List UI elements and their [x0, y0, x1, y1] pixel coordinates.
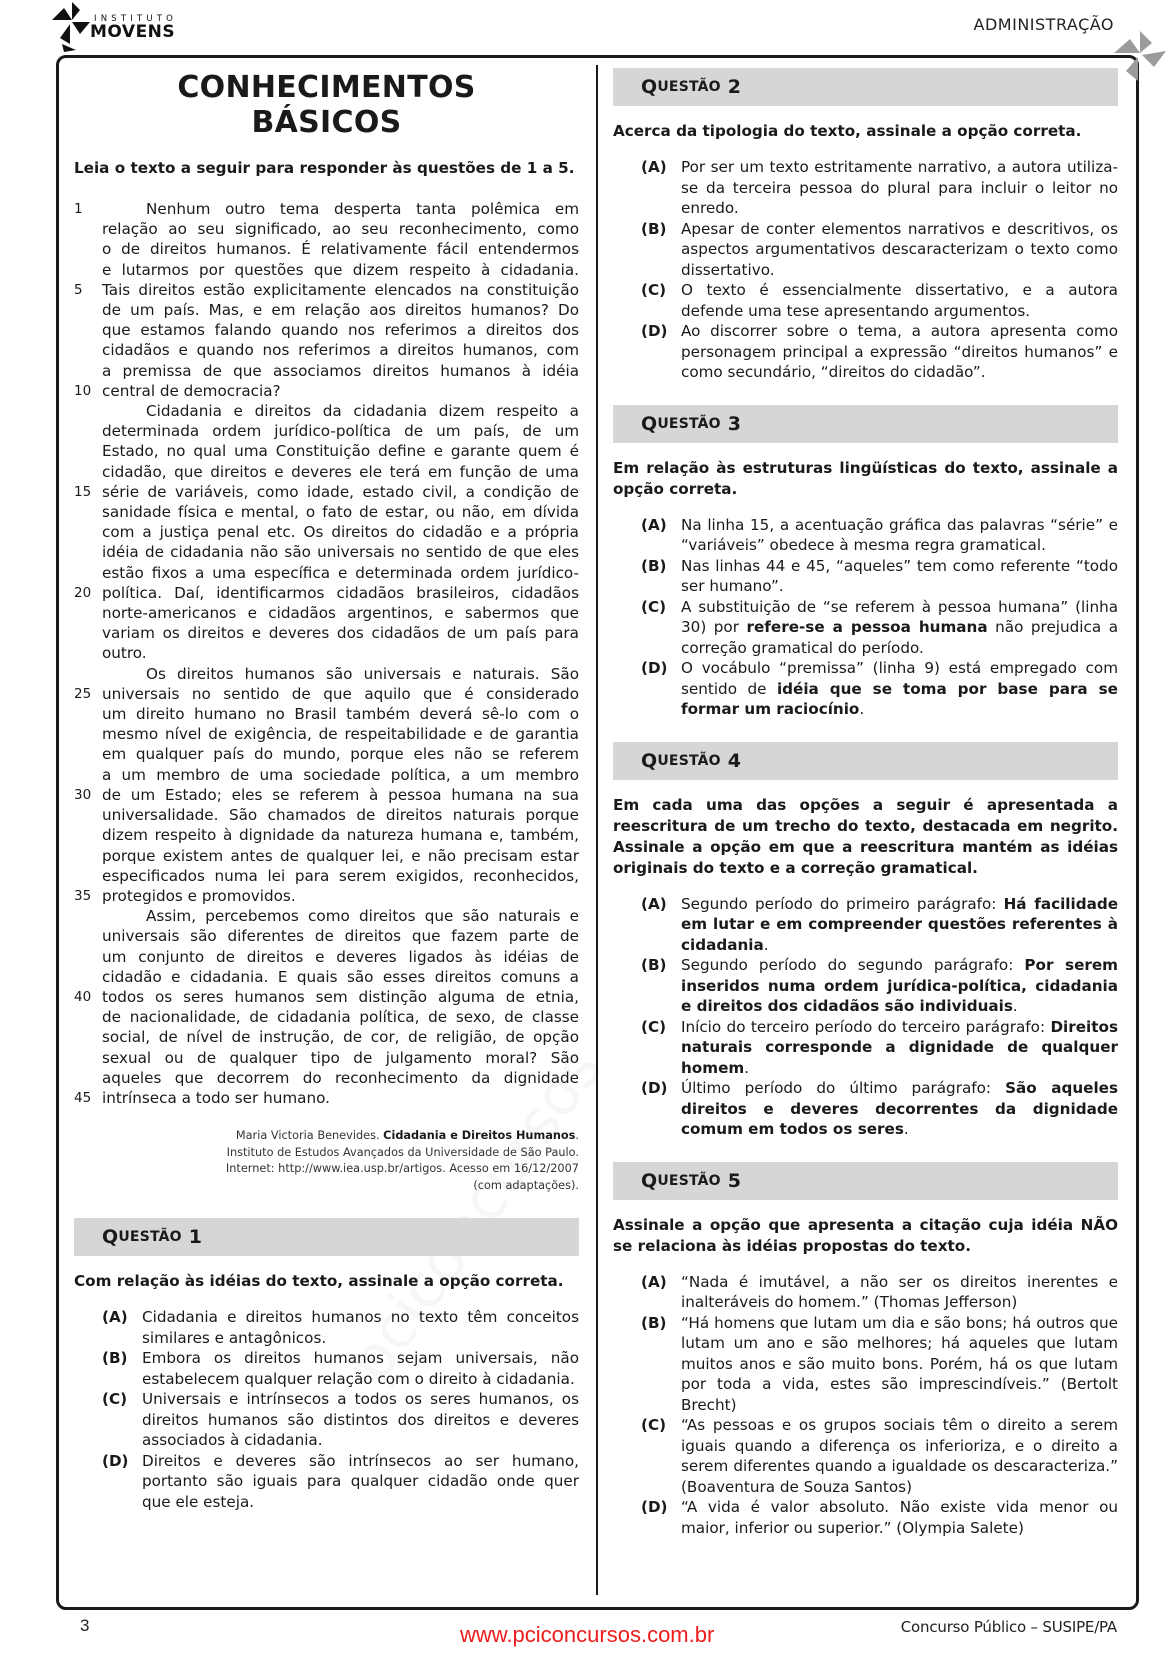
line-text: sanidade física e mental, o fato de estar, ou não, em dívida — [102, 503, 579, 522]
option-text: Segundo período do primeiro parágrafo: — [681, 894, 1004, 913]
line-text: variam os direitos e deveres dos cidadãos de um país para — [102, 624, 579, 643]
option-letter: (D) — [102, 1451, 129, 1470]
line-text: Estado, no qual uma Constituição define e garante quem é — [102, 442, 579, 461]
passage-line — [74, 300, 579, 320]
option-c[interactable] — [641, 597, 1118, 659]
passage-line — [74, 340, 579, 360]
line-text: em qualquer país do mundo, porque eles não se referem — [102, 745, 579, 764]
option-text-bold: Direitos naturais corresponde a dignidade de qualquer homem — [681, 1017, 1118, 1077]
line-text: de um Estado; eles se referem à pessoa humana na sua — [102, 785, 579, 804]
passage-line — [74, 866, 579, 886]
logo-text-top: INSTITUTO — [94, 14, 178, 24]
passage-line — [74, 421, 579, 441]
line-text: cidadãos e quando nos referimos a direitos humanos, com — [102, 341, 579, 360]
title-line-2: BÁSICOS — [251, 105, 402, 140]
passage-line — [74, 361, 579, 381]
line-text: universais são diferentes de direitos que fazem parte de — [102, 927, 579, 946]
passage-line — [74, 967, 579, 987]
passage-line — [74, 502, 579, 522]
passage-line — [74, 825, 579, 845]
option-text-bold: Por serem inseridos numa ordem jurídica-política, cidadania e direitos dos cidadãos são individuais — [681, 956, 1118, 1015]
option-d[interactable] — [641, 658, 1118, 720]
question-label-initial: Q — [641, 1169, 658, 1192]
passage-line — [74, 401, 579, 421]
option-text: Direitos e deveres são intrínsecos ao ser humano, portanto são iguais para qualquer cidadão onde quer que ele esteja. — [142, 1451, 579, 1511]
question-label-initial: Q — [641, 749, 658, 772]
option-b[interactable] — [641, 1313, 1118, 1416]
option-text: Último período do último parágrafo: — [681, 1079, 1006, 1097]
line-text: série de variáveis, como idade, estado civil, a condição de — [102, 482, 579, 501]
option-letter: (B) — [641, 556, 667, 575]
source-author: Maria Victoria Benevides. — [235, 1129, 384, 1143]
option-b[interactable] — [641, 219, 1118, 281]
option-letter: (C) — [641, 597, 667, 616]
question-label-rest: UESTÃO — [657, 79, 721, 95]
option-letter: (A) — [641, 158, 667, 176]
option-text: Ao discorrer sobre o tema, a autora apresenta como personagem principal a expressão “direitos humanos” e como secundário, “direitos do cidadão”. — [681, 322, 1118, 381]
line-text: Tais direitos estão explicitamente elencados na constituição — [102, 280, 579, 299]
line-text: um direito humano no Brasil também deverá sê-lo com o — [102, 705, 579, 724]
question-2-header — [613, 68, 1118, 106]
question-4-options — [613, 894, 1118, 1140]
question-2-options — [613, 157, 1118, 383]
option-letter: (D) — [641, 1079, 668, 1097]
passage-line — [74, 1048, 579, 1068]
question-5-stem: Assinale a opção que apresenta a citação cuja idéia NÃO se relaciona às idéias propostas do texto. — [613, 1215, 1118, 1255]
line-text: intrínseca a todo ser humano. — [102, 1088, 330, 1107]
option-letter: (B) — [102, 1349, 128, 1368]
option-text: Segundo período do segundo parágrafo: — [681, 956, 1025, 974]
line-text: de nacionalidade, de cidadania política, de sexo, de classe — [102, 1008, 579, 1027]
line-text: mesmo nível de exigência, de respeitabilidade e de garantia — [102, 725, 579, 744]
line-text: Cidadania e direitos da cidadania dizem respeito a — [146, 402, 579, 421]
option-letter: (A) — [641, 894, 667, 913]
option-d[interactable] — [641, 1497, 1118, 1538]
question-2-stem: Acerca da tipologia do texto, assinale a opção correta. — [613, 122, 1082, 140]
question-3-options — [613, 515, 1118, 720]
passage-line — [74, 987, 579, 1007]
passage-line — [74, 260, 579, 280]
question-label-initial: Q — [641, 412, 658, 435]
passage-line — [74, 906, 579, 926]
option-a[interactable] — [641, 894, 1118, 956]
line-text: Os direitos humanos são universais e naturais. São — [146, 664, 579, 683]
line-text: norte-americanos e cidadãos argentinos, e sabermos que — [102, 604, 579, 623]
line-text: relação ao seu significado, ao seu reconhecimento, como — [102, 220, 579, 239]
question-number: 3 — [727, 412, 742, 435]
question-label-rest: UESTÃO — [657, 1172, 721, 1189]
option-text-bold: São aqueles direitos e deveres decorrentes da dignidade comum em todos os seres — [681, 1079, 1118, 1138]
option-b[interactable] — [102, 1348, 579, 1389]
passage-line — [74, 643, 579, 663]
option-text: Início do terceiro período do terceiro parágrafo: — [681, 1017, 1051, 1036]
option-text: não prejudica a correção gramatical do período. — [681, 618, 1118, 657]
option-text: Embora os direitos humanos sejam universais, não estabelecem qualquer relação com o direito à cidadania. — [142, 1349, 579, 1388]
option-text: “Há homens que lutam um dia e são bons; há outros que lutam um ano e são melhores; há aqueles que lutam muitos anos e são muito bons. Porém, há os que lutam por toda a vida, estes são imprescindíveis.” (Bertolt Brecht) — [681, 1313, 1118, 1414]
passage-line — [74, 664, 579, 684]
option-d[interactable] — [641, 1078, 1118, 1140]
passage-line — [74, 603, 579, 623]
option-a[interactable] — [102, 1307, 579, 1348]
option-text: . — [859, 700, 865, 718]
line-text: política. Daí, identificarmos cidadãos brasileiros, cidadãos — [102, 583, 579, 602]
option-letter: (A) — [641, 515, 667, 534]
passage-line — [74, 522, 579, 542]
option-letter: (C) — [641, 1416, 667, 1434]
line-text: social, de nível de instrução, de cor, de religião, de opção — [102, 1028, 579, 1047]
line-number: 5 — [74, 281, 83, 298]
question-label-rest: UESTÃO — [657, 752, 721, 769]
line-text: Assim, percebemos como direitos que são naturais e — [146, 907, 579, 926]
question-label-initial: Q — [102, 1226, 119, 1249]
option-letter: (C) — [641, 1017, 667, 1036]
line-number: 10 — [74, 382, 92, 399]
question-label-rest: UESTÃO — [657, 415, 721, 432]
passage-line — [74, 623, 579, 643]
line-text: cidadão, que direitos e deveres ele terá em função de uma — [102, 462, 579, 481]
question-4 — [613, 742, 1118, 1140]
passage-line — [74, 320, 579, 340]
pinwheel-logo-icon — [50, 0, 94, 56]
line-text: todos os seres humanos sem distinção alguma de etnia, — [102, 987, 579, 1006]
question-3-stem: Em relação às estruturas lingüísticas do texto, assinale a opção correta. — [613, 458, 1118, 498]
passage-line — [74, 239, 579, 259]
line-text: aqueles que decorrem do reconhecimento da dignidade — [102, 1068, 579, 1087]
passage-line — [74, 846, 579, 866]
line-text: estão fixos a uma específica e determinada ordem jurídico- — [102, 563, 579, 582]
option-letter: (D) — [641, 1498, 668, 1516]
subject-area-label: ADMINISTRAÇÃO — [973, 15, 1114, 34]
question-number: 4 — [727, 749, 742, 772]
option-c[interactable] — [641, 1415, 1118, 1497]
passage-line — [74, 1068, 579, 1088]
line-text: Nenhum outro tema desperta tanta polêmica em — [146, 200, 579, 218]
option-text: Por ser um texto estritamente narrativo, a autora utiliza-se da terceira pessoa do plural para incluir o leitor no enredo. — [681, 158, 1118, 217]
reading-instruction: Leia o texto a seguir para responder às questões de 1 a 5. — [74, 159, 575, 177]
option-text-end: . — [1012, 997, 1018, 1015]
reading-passage — [74, 199, 579, 1108]
option-text-end: . — [903, 1120, 909, 1138]
passage-line — [74, 744, 579, 764]
question-label-initial: Q — [641, 76, 658, 98]
line-number: 25 — [74, 685, 92, 702]
question-4-stem: Em cada uma das opções a seguir é apresentada a reescritura de um trecho do texto, destacada em negrito. Assinale a opção em que a reescritura mantém as idéias originais do texto e a correção gramatical. — [613, 795, 1118, 877]
option-text: “As pessoas e os grupos sociais têm o direito a serem iguais quando a diferença os inferioriza, e o direito a serem diferentes quando a igualdade os descaracteriza.” (Boaventura de Souza Santos) — [681, 1416, 1118, 1496]
option-text-bold: idéia que se toma por base para se formar um raciocínio — [681, 679, 1118, 718]
line-text: especificados numa lei para serem exigidos, reconhecidos, — [102, 866, 579, 885]
question-5 — [613, 1162, 1118, 1539]
passage-line — [74, 199, 579, 219]
option-letter: (D) — [641, 322, 668, 340]
passage-line — [74, 724, 579, 744]
passage-line — [74, 381, 579, 401]
option-text: O texto é essencialmente dissertativo, e a autora defende uma tese apresentando argumentos. — [681, 281, 1118, 320]
option-text: A substituição de “se referem à pessoa humana” (linha 30) por — [681, 597, 1118, 636]
passage-line — [74, 1027, 579, 1047]
line-text: sexual ou de qualquer tipo de julgamento moral? São — [102, 1048, 579, 1067]
passage-line — [74, 482, 579, 502]
option-text-end: . — [763, 935, 769, 954]
passage-line — [74, 280, 579, 300]
question-1 — [74, 1218, 579, 1512]
option-text-bold: Há facilidade em lutar e em compreender questões referentes à cidadania — [681, 894, 1118, 954]
line-text: determinada ordem jurídico-política de um país, de um — [102, 422, 579, 441]
option-d[interactable] — [641, 321, 1118, 383]
line-text: protegidos e promovidos. — [102, 886, 296, 905]
line-text: idéia de cidadania não são universais no sentido de que eles — [102, 543, 579, 562]
option-a[interactable] — [641, 1272, 1118, 1313]
question-number: 1 — [188, 1226, 203, 1249]
source-url: Internet: http://www.iea.usp.br/artigos. Acesso em 16/12/2007 — [225, 1162, 579, 1176]
site-link[interactable]: www.pciconcursos.com.br — [460, 1622, 715, 1647]
option-a[interactable] — [641, 515, 1118, 556]
option-b[interactable] — [641, 556, 1118, 597]
passage-source: Maria Victoria Benevides. Cidadania e Direitos Humanos. Instituto de Estudos Avançados da Universidade de São Paulo. Internet: http://www.iea.usp.br/artigos. Acesso em 16/12/2007 (com adaptações). — [74, 1128, 579, 1194]
line-text: cidadão e cidadania. E quais são esses direitos comuns a — [102, 967, 579, 986]
line-text: e lutarmos por questões que dizem respeito à cidadania. — [102, 260, 579, 279]
line-number: 45 — [74, 1089, 92, 1106]
option-text: Nas linhas 44 e 45, “aqueles” tem como referente “todo ser humano”. — [681, 556, 1118, 595]
source-work-title: Cidadania e Direitos Humanos — [383, 1129, 576, 1143]
option-text: “A vida é valor absoluto. Não existe vida menor ou maior, inferior ou superior.” (Olympia Salete) — [681, 1498, 1118, 1537]
question-4-header — [613, 742, 1118, 780]
institute-logo — [50, 0, 190, 56]
line-number: 1 — [74, 201, 83, 217]
line-number: 40 — [74, 988, 92, 1005]
line-text: universalidade. São chamados de direitos naturais porque — [102, 806, 579, 825]
passage-line — [74, 1007, 579, 1027]
passage-line — [74, 704, 579, 724]
option-text-bold: refere-se a pessoa humana — [746, 618, 988, 636]
line-number: 30 — [74, 786, 92, 803]
option-text: Universais e intrínsecos a todos os seres humanos, os direitos humanos são distintos dos direitos e deveres associados à cidadania. — [142, 1390, 579, 1450]
line-text: central de democracia? — [102, 381, 281, 400]
question-label-rest: UESTÃO — [118, 1229, 182, 1246]
question-number: 2 — [727, 76, 742, 98]
question-5-header — [613, 1162, 1118, 1200]
question-3 — [613, 405, 1118, 720]
line-text: que estamos falando quando nos referimos a direitos dos — [102, 321, 579, 340]
question-number: 5 — [727, 1169, 742, 1192]
passage-line — [74, 926, 579, 946]
passage-line — [74, 947, 579, 967]
passage-line — [74, 542, 579, 562]
question-1-header — [74, 1218, 579, 1256]
logo-text-bottom: MOVENS — [90, 22, 176, 42]
option-text-end: . — [744, 1058, 750, 1077]
passage-line — [74, 805, 579, 825]
option-letter: (D) — [641, 659, 668, 677]
option-c[interactable] — [102, 1389, 579, 1451]
question-1-options — [74, 1307, 579, 1512]
passage-line — [74, 765, 579, 785]
line-number: 15 — [74, 483, 92, 500]
option-c[interactable] — [641, 1017, 1118, 1079]
passage-line — [74, 563, 579, 583]
option-text: Apesar de conter elementos narrativos e descritivos, os aspectos argumentativos descaracterizam o texto como dissertativo. — [681, 219, 1118, 279]
line-text: o de direitos humanos. É relativamente fácil entendermos — [102, 240, 579, 259]
line-text: universais no sentido de que aquilo que é considerado — [102, 684, 579, 703]
option-letter: (B) — [641, 1313, 667, 1332]
passage-line — [74, 1088, 579, 1108]
option-c[interactable] — [641, 280, 1118, 321]
passage-line — [74, 441, 579, 461]
line-text: com a justiça penal etc. Os direitos do cidadão e a própria — [102, 523, 579, 542]
left-column — [74, 70, 579, 1512]
option-letter: (B) — [641, 219, 667, 238]
option-letter: (B) — [641, 956, 667, 974]
line-text: de um país. Mas, e em relação aos direitos humanos? Do — [102, 301, 579, 320]
exam-name: Concurso Público – SUSIPE/PA — [900, 1618, 1117, 1636]
passage-line — [74, 886, 579, 906]
option-text: “Nada é imutável, a não ser os direitos inerentes e inalteráveis do homem.” (Thomas Jefferson) — [681, 1272, 1118, 1311]
line-text: dizem respeito à dignidade da natureza humana e, também, — [102, 826, 579, 845]
line-text: porque existem antes de qualquer lei, e não precisam estar — [102, 846, 579, 865]
column-divider — [596, 65, 598, 1595]
passage-line — [74, 785, 579, 805]
question-1-stem: Com relação às idéias do texto, assinale a opção correta. — [74, 1272, 564, 1291]
option-b[interactable] — [641, 955, 1118, 1017]
line-text: outro. — [102, 644, 147, 663]
right-column — [613, 68, 1118, 1538]
passage-line — [74, 462, 579, 482]
title-line-1: CONHECIMENTOS — [177, 70, 476, 105]
source-institution: Instituto de Estudos Avançados da Universidade de São Paulo. — [226, 1145, 579, 1159]
question-2 — [613, 68, 1118, 383]
passage-line — [74, 684, 579, 704]
passage-line — [74, 583, 579, 603]
option-text: Cidadania e direitos humanos no texto têm conceitos similares e antagônicos. — [142, 1308, 579, 1347]
option-letter: (C) — [641, 281, 667, 299]
question-5-options — [613, 1272, 1118, 1539]
line-text: a premissa de que associamos direitos humanos à idéia — [102, 361, 579, 380]
passage-line — [74, 219, 579, 239]
line-number: 20 — [74, 584, 92, 601]
line-text: a um membro de uma sociedade política, a um membro — [102, 765, 579, 784]
page-number: 3 — [80, 1616, 90, 1635]
option-text: Na linha 15, a acentuação gráfica das palavras “série” e “variáveis” obedece à mesma regra gramatical. — [681, 515, 1118, 554]
pinwheel-decoration-icon — [1110, 25, 1169, 91]
option-letter: (A) — [102, 1308, 128, 1327]
question-3-header — [613, 405, 1118, 443]
source-adaptation-note: (com adaptações). — [473, 1178, 579, 1192]
option-d[interactable] — [102, 1451, 579, 1513]
section-title — [74, 70, 579, 140]
line-text: um conjunto de direitos e deveres ligados às idéias de — [102, 947, 579, 966]
option-a[interactable] — [641, 157, 1118, 219]
option-letter: (A) — [641, 1272, 667, 1291]
line-number: 35 — [74, 887, 92, 904]
option-letter: (C) — [102, 1390, 128, 1409]
option-text: O vocábulo “premissa” (linha 9) está empregado com sentido de — [681, 659, 1118, 698]
